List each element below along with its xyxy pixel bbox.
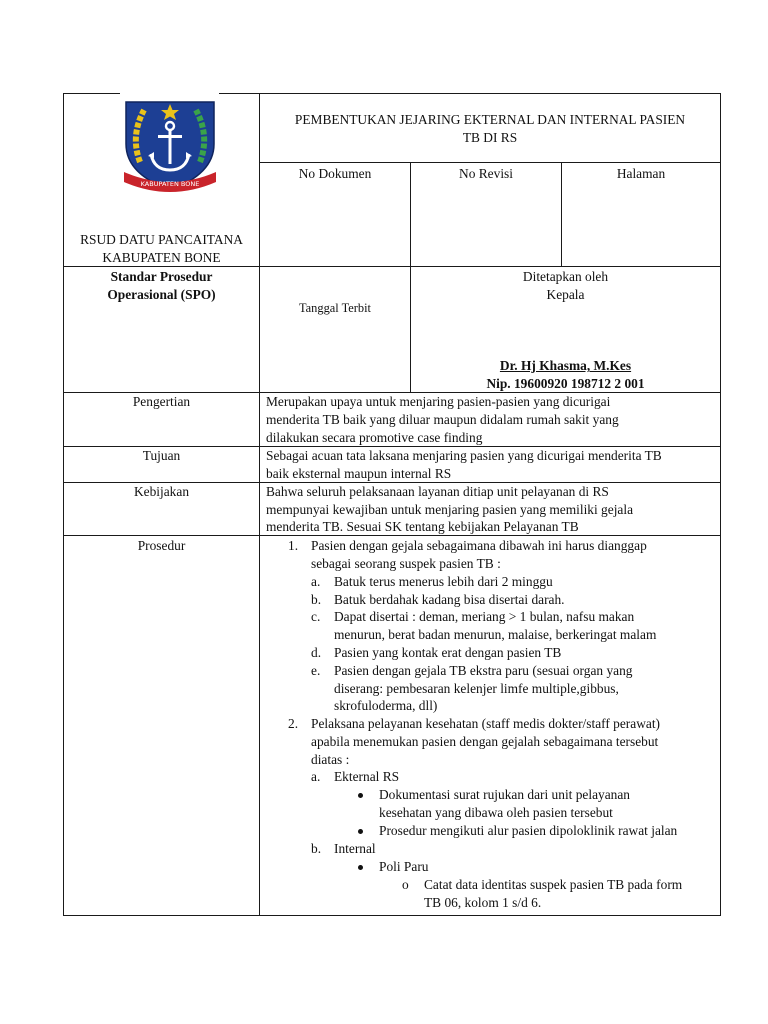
- document-title-line1: PEMBENTUKAN JEJARING EKTERNAL DAN INTERNAL PASIEN: [294, 112, 686, 127]
- halaman-label: Halaman: [616, 166, 666, 181]
- tujuan-label: Tujuan: [142, 448, 181, 463]
- bullet-icon: [358, 793, 363, 798]
- prosedur-1c-marker: c.: [311, 609, 321, 624]
- prosedur-2b-sub-marker: o: [402, 877, 409, 892]
- table-right-border: [720, 93, 721, 916]
- kabupaten-bone-logo: [118, 92, 222, 196]
- column-divider: [259, 93, 260, 916]
- prosedur-2b-sub-line1: Catat data identitas suspek pasien TB pada form: [424, 877, 683, 892]
- kebijakan-text-line3: menderita TB. Sesuai SK tentang kebijakan Pelayanan TB: [266, 519, 579, 534]
- pengertian-text-line1: Merupakan upaya untuk menjaring pasien-pasien yang dicurigai: [266, 394, 611, 409]
- prosedur-2b-bullet1: Poli Paru: [379, 859, 429, 874]
- no-dokumen-label: No Dokumen: [298, 166, 372, 181]
- signer-name: Dr. Hj Khasma, M.Kes: [499, 358, 632, 373]
- prosedur-1b-line1: Batuk berdahak kadang bisa disertai darah.: [334, 592, 565, 607]
- pengertian-text-line2: menderita TB baik yang diluar maupun didalam rumah sakit yang: [266, 412, 619, 427]
- table-left-border: [63, 93, 64, 916]
- prosedur-2b-sub-line2: TB 06, kolom 1 s/d 6.: [424, 895, 542, 910]
- kebijakan-label: Kebijakan: [133, 484, 190, 499]
- prosedur-item1-line1: Pasien dengan gejala sebagaimana dibawah ini harus dianggap: [311, 538, 647, 553]
- prosedur-item2-number: 2.: [288, 716, 299, 731]
- prosedur-label: Prosedur: [137, 538, 186, 553]
- kebijakan-text-line1: Bahwa seluruh pelaksanaan layanan ditiap unit pelayanan di RS: [266, 484, 609, 499]
- tujuan-text-line2: baik eksternal maupun internal RS: [266, 466, 452, 481]
- prosedur-1d-marker: d.: [311, 645, 322, 660]
- prosedur-2a-marker: a.: [311, 769, 321, 784]
- prosedur-item1-line2: sebagai seorang suspek pasien TB :: [311, 556, 501, 571]
- organization-name-line1: RSUD DATU PANCAITANA: [80, 232, 243, 247]
- bullet-icon: [358, 829, 363, 834]
- ditetapkan-oleh-label: Ditetapkan oleh: [522, 269, 609, 284]
- prosedur-item1-number: 1.: [288, 538, 299, 553]
- prosedur-item2-line2: apabila menemukan pasien dengan gejalah sebagaimana tersebut: [311, 734, 659, 749]
- tujuan-text-line1: Sebagai acuan tata laksana menjaring pasien yang dicurigai menderita TB: [266, 448, 662, 463]
- bullet-icon: [358, 865, 363, 870]
- prosedur-2a-label: Ekternal RS: [334, 769, 400, 784]
- pengertian-label: Pengertian: [132, 394, 191, 409]
- table-top-border-right: [219, 93, 721, 94]
- tanggal-terbit-label: Tanggal Terbit: [298, 301, 371, 315]
- prosedur-1b-marker: b.: [311, 592, 322, 607]
- kepala-label: Kepala: [546, 287, 585, 302]
- organization-name-line2: KABUPATEN BONE: [102, 250, 221, 265]
- prosedur-2a-bullet1-line2: kesehatan yang dibawa oleh pasien tersebut: [379, 805, 613, 820]
- prosedur-item2-line1: Pelaksana pelayanan kesehatan (staff medis dokter/staff perawat): [311, 716, 661, 731]
- prosedur-2a-bullet1-line1: Dokumentasi surat rujukan dari unit pelayanan: [379, 787, 631, 802]
- table-top-border-left: [63, 93, 120, 94]
- pengertian-text-line3: dilakukan secara promotive case finding: [266, 430, 483, 445]
- title-bottom-line: [259, 162, 721, 163]
- logo-banner-text: KABUPATEN BONE: [140, 180, 200, 188]
- prosedur-item2-line3: diatas :: [311, 752, 350, 767]
- table-bottom-border: [63, 915, 721, 916]
- prosedur-1e-line2: diserang: pembesaran kelenjer limfe multiple,gibbus,: [334, 681, 619, 696]
- prosedur-1e-line3: skrofuloderma, dll): [334, 698, 438, 713]
- spo-label-line2: Operasional (SPO): [107, 287, 216, 302]
- spo-label-line1: Standar Prosedur: [110, 269, 213, 284]
- prosedur-2b-marker: b.: [311, 841, 322, 856]
- prosedur-1e-marker: e.: [311, 663, 321, 678]
- prosedur-1c-line2: menurun, berat badan menurun, malaise, berkeringat malam: [334, 627, 657, 642]
- prosedur-1e-line1: Pasien dengan gejala TB ekstra paru (sesuai organ yang: [334, 663, 633, 678]
- prosedur-1d-line1: Pasien yang kontak erat dengan pasien TB: [334, 645, 562, 660]
- prosedur-1a-marker: a.: [311, 574, 321, 589]
- no-revisi-label: No Revisi: [459, 166, 513, 181]
- prosedur-1c-line1: Dapat disertai : deman, meriang > 1 bulan, nafsu makan: [334, 609, 635, 624]
- document-title-line2: TB DI RS: [462, 130, 518, 145]
- signer-nip: Nip. 19600920 198712 2 001: [486, 376, 645, 391]
- prosedur-2b-label: Internal: [334, 841, 376, 856]
- kebijakan-text-line2: mempunyai kewajiban untuk menjaring pasien yang memiliki gejala: [266, 502, 634, 517]
- prosedur-1a-line1: Batuk terus menerus lebih dari 2 minggu: [334, 574, 553, 589]
- prosedur-2a-bullet2: Prosedur mengikuti alur pasien dipoloklinik rawat jalan: [379, 823, 678, 838]
